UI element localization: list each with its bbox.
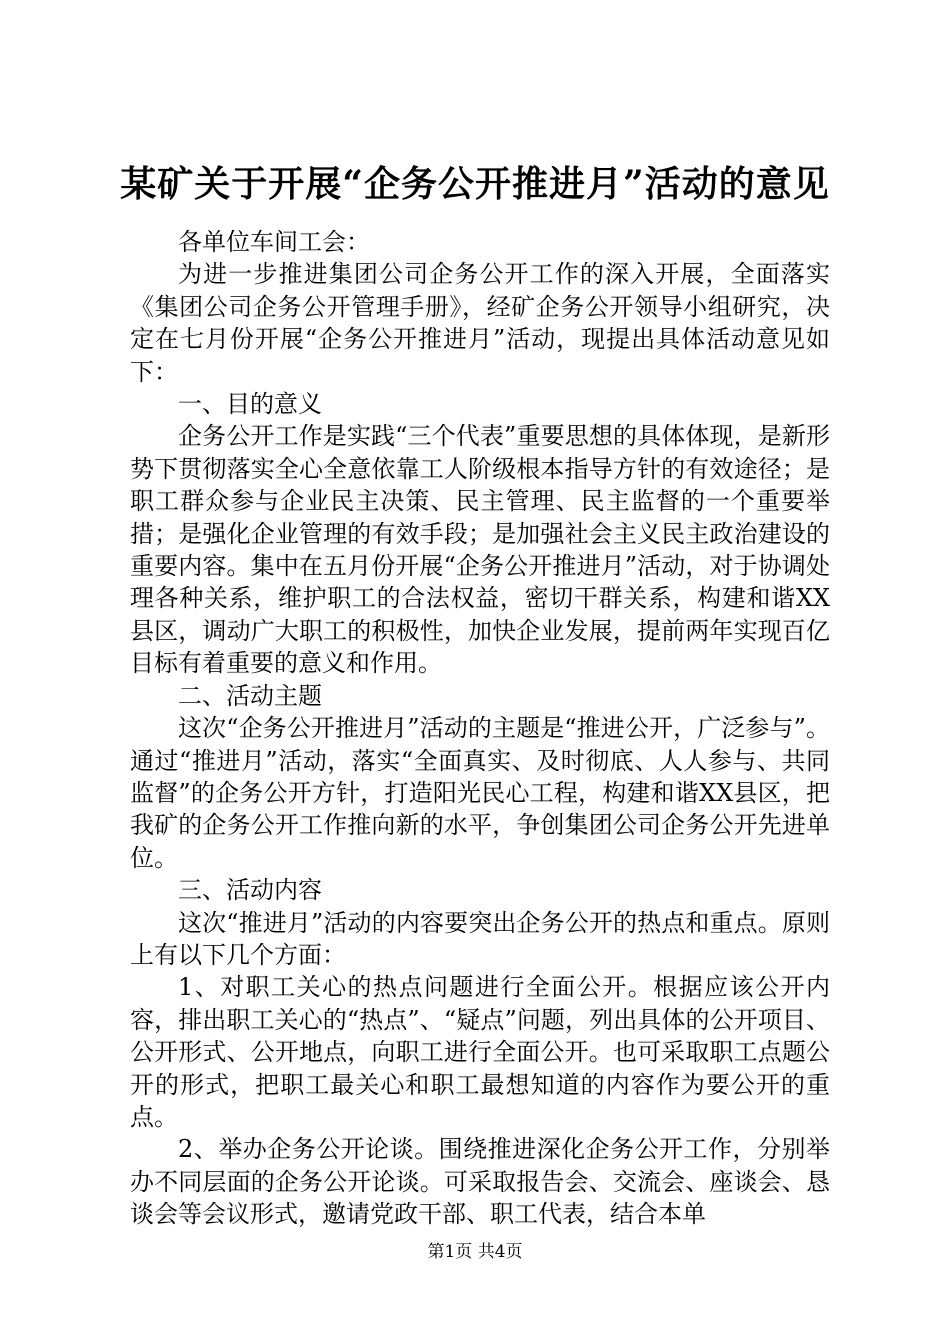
paragraph-content-item-1: 1、对职工关心的热点问题进行全面公开。根据应该公开内容，排出职工关心的“热点”、“疑点”问题，列出具体的公开项目、公开形式、公开地点，向职工进行全面公开。也可采取职工点题公开的形式，把职工最关心和职工最想知道的内容作为要公开的重点。 [130,973,830,1131]
page-indicator: 第1页 共4页 [427,1242,523,1262]
section-heading-content: 三、活动内容 [178,876,322,905]
paragraph-intro: 为进一步推进集团公司企务公开工作的深入开展，全面落实《集团公司企务公开管理手册》，经矿企务公开领导小组研究，决定在七月份开展“企务公开推进月”活动，现提出具体活动意见如下： [130,260,830,386]
salutation: 各单位车间工会： [178,228,370,256]
paragraph-purpose: 企务公开工作是实践“三个代表”重要思想的具体体现，是新形势下贯彻落实全心全意依靠工人阶级根本指导方针的有效途径；是职工群众参与企业民主决策、民主管理、民主监督的一个重要举措；是强化企业管理的有效手段；是加强社会主义民主政治建设的重要内容。集中在五月份开展“企务公开推进月”活动，对于协调处理各种关系，维护职工的合法权益，密切干群关系，构建和谐XX县区，调动广大职工的积极性，加快企业发展，提前两年实现百亿目标有着重要的意义和作用。 [130,422,830,678]
document-body [130,226,830,1231]
section-heading-theme: 二、活动主题 [178,681,322,710]
document-title: 某矿关于开展“企务公开推进月”活动的意见 [120,163,830,205]
section-heading-purpose: 一、目的意义 [178,390,322,419]
paragraph-content-intro: 这次“推进月”活动的内容要突出企务公开的热点和重点。原则上有以下几个方面： [130,908,830,969]
paragraph-theme: 这次“企务公开推进月”活动的主题是“推进公开，广泛参与”。通过“推进月”活动，落实“全面真实、及时彻底、人人参与、共同监督”的企务公开方针，打造阳光民心工程，构建和谐XX县区，把我矿的企务公开工作推向新的水平，争创集团公司企务公开先进单位。 [130,714,830,872]
paragraph-content-item-2: 2、举办企务公开论谈。围绕推进深化企务公开工作，分别举办不同层面的企务公开论谈。可采取报告会、交流会、座谈会、恳谈会等会议形式，邀请党政干部、职工代表，结合本单 [130,1135,830,1229]
